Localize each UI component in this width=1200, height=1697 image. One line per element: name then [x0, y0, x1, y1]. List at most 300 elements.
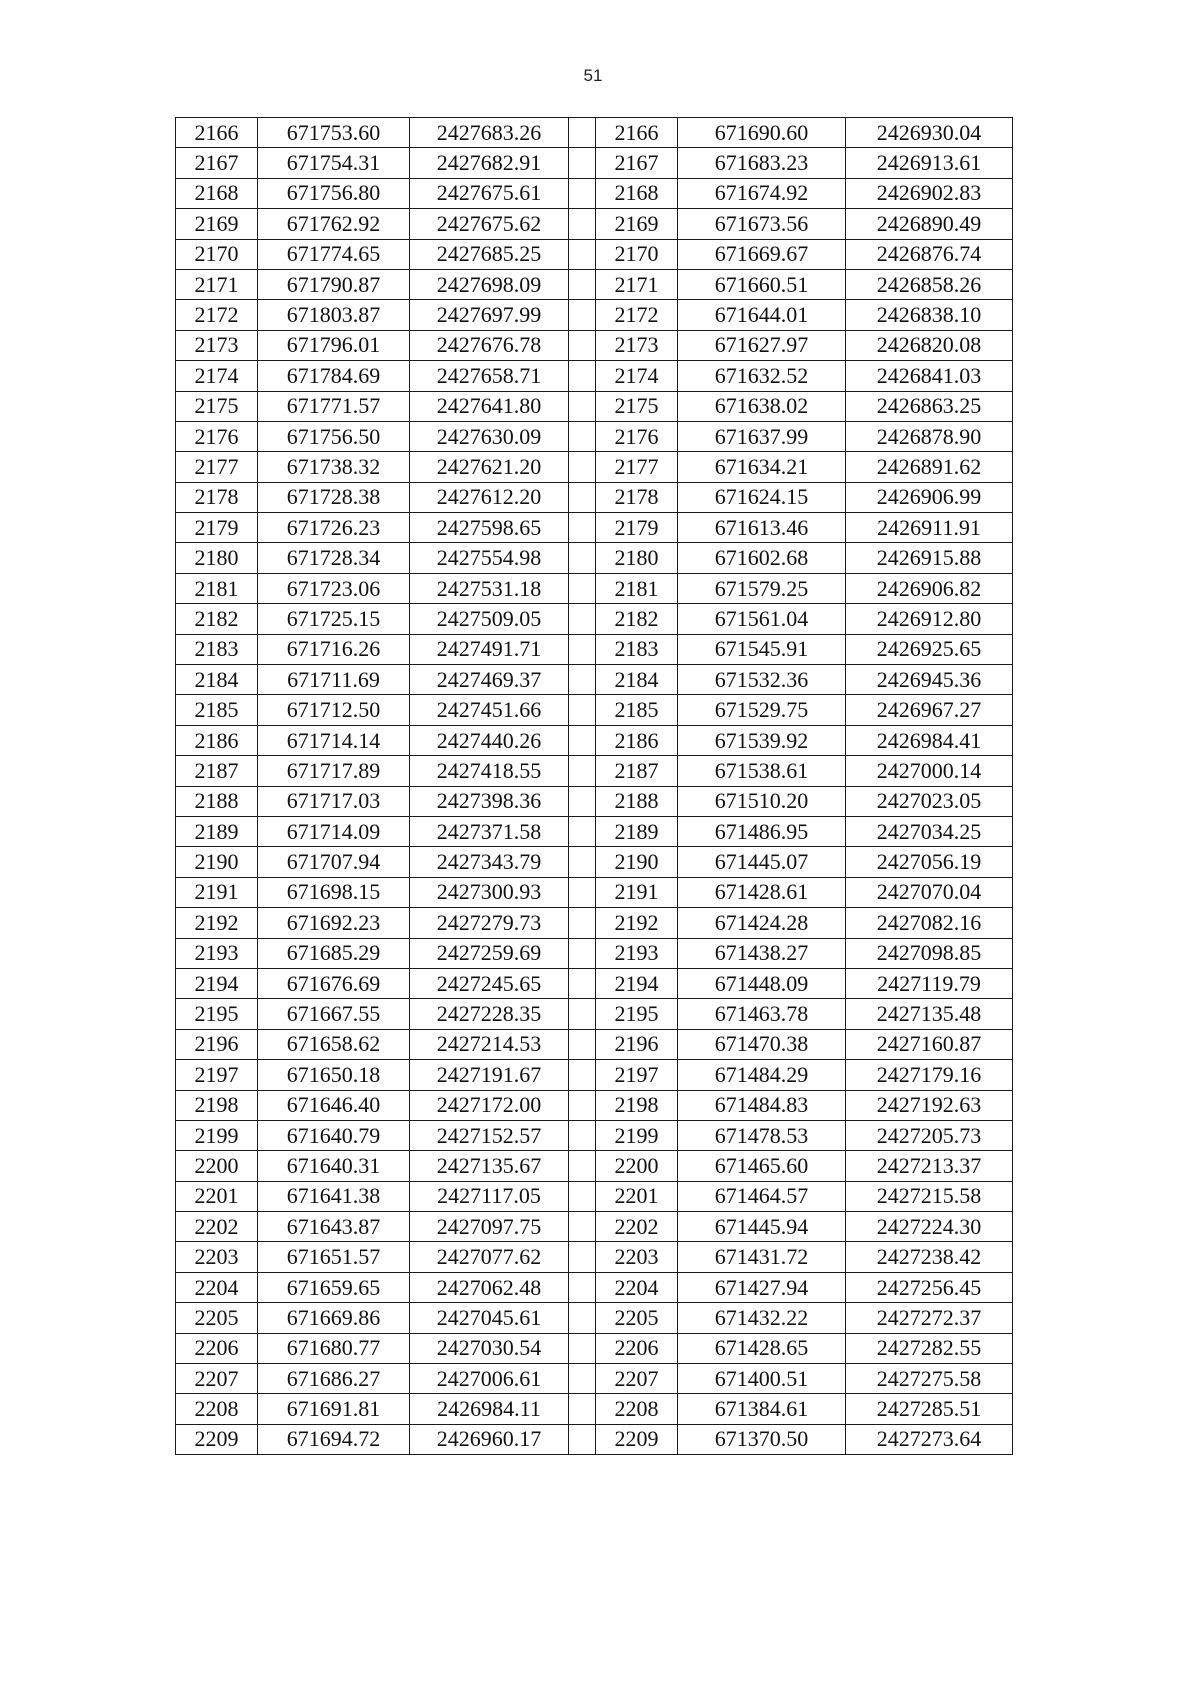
- table-row: [176, 361, 1013, 391]
- right-y-coordinate-cell: 2427098.85: [846, 938, 1013, 968]
- table-row: [176, 1212, 1013, 1242]
- right-x-coordinate-cell: 671428.65: [678, 1333, 846, 1363]
- right-x-coordinate-cell: 671632.52: [678, 361, 846, 391]
- left-x-coordinate-cell: 671692.23: [258, 908, 410, 938]
- table-row: [176, 938, 1013, 968]
- right-x-coordinate-cell: 671463.78: [678, 999, 846, 1029]
- left-y-coordinate-cell: 2427117.05: [410, 1181, 569, 1211]
- coordinate-table-body: [176, 118, 1013, 1455]
- spacer-cell: [569, 482, 596, 512]
- left-point-id-cell: 2201: [176, 1181, 258, 1211]
- right-y-coordinate-cell: 2426863.25: [846, 391, 1013, 421]
- right-y-coordinate-cell: 2426925.65: [846, 634, 1013, 664]
- left-point-id-cell: 2187: [176, 756, 258, 786]
- right-point-id-cell: 2166: [596, 118, 678, 148]
- table-row: [176, 1120, 1013, 1150]
- left-x-coordinate-cell: 671796.01: [258, 330, 410, 360]
- right-y-coordinate-cell: 2426912.80: [846, 604, 1013, 634]
- right-x-coordinate-cell: 671561.04: [678, 604, 846, 634]
- left-x-coordinate-cell: 671641.38: [258, 1181, 410, 1211]
- left-y-coordinate-cell: 2427371.58: [410, 816, 569, 846]
- right-point-id-cell: 2205: [596, 1303, 678, 1333]
- left-y-coordinate-cell: 2427228.35: [410, 999, 569, 1029]
- coordinate-table: [175, 117, 1013, 1455]
- table-row: [176, 756, 1013, 786]
- right-x-coordinate-cell: 671613.46: [678, 513, 846, 543]
- left-point-id-cell: 2208: [176, 1394, 258, 1424]
- left-point-id-cell: 2175: [176, 391, 258, 421]
- right-point-id-cell: 2174: [596, 361, 678, 391]
- left-x-coordinate-cell: 671707.94: [258, 847, 410, 877]
- spacer-cell: [569, 725, 596, 755]
- right-point-id-cell: 2190: [596, 847, 678, 877]
- left-x-coordinate-cell: 671790.87: [258, 269, 410, 299]
- left-y-coordinate-cell: 2427451.66: [410, 695, 569, 725]
- right-point-id-cell: 2179: [596, 513, 678, 543]
- right-x-coordinate-cell: 671529.75: [678, 695, 846, 725]
- spacer-cell: [569, 877, 596, 907]
- right-x-coordinate-cell: 671470.38: [678, 1029, 846, 1059]
- right-point-id-cell: 2188: [596, 786, 678, 816]
- left-point-id-cell: 2205: [176, 1303, 258, 1333]
- table-row: [176, 665, 1013, 695]
- table-row: [176, 604, 1013, 634]
- right-y-coordinate-cell: 2427285.51: [846, 1394, 1013, 1424]
- table-row: [176, 421, 1013, 451]
- spacer-cell: [569, 1212, 596, 1242]
- left-y-coordinate-cell: 2427172.00: [410, 1090, 569, 1120]
- left-point-id-cell: 2188: [176, 786, 258, 816]
- right-point-id-cell: 2171: [596, 269, 678, 299]
- left-y-coordinate-cell: 2427641.80: [410, 391, 569, 421]
- right-x-coordinate-cell: 671634.21: [678, 452, 846, 482]
- right-y-coordinate-cell: 2426906.82: [846, 573, 1013, 603]
- spacer-cell: [569, 786, 596, 816]
- table-row: [176, 1333, 1013, 1363]
- right-point-id-cell: 2175: [596, 391, 678, 421]
- right-y-coordinate-cell: 2426984.41: [846, 725, 1013, 755]
- left-x-coordinate-cell: 671803.87: [258, 300, 410, 330]
- table-row: [176, 1181, 1013, 1211]
- spacer-cell: [569, 300, 596, 330]
- left-x-coordinate-cell: 671723.06: [258, 573, 410, 603]
- right-y-coordinate-cell: 2427119.79: [846, 968, 1013, 998]
- spacer-cell: [569, 1394, 596, 1424]
- right-point-id-cell: 2191: [596, 877, 678, 907]
- right-y-coordinate-cell: 2427275.58: [846, 1364, 1013, 1394]
- left-x-coordinate-cell: 671728.38: [258, 482, 410, 512]
- right-y-coordinate-cell: 2427135.48: [846, 999, 1013, 1029]
- left-y-coordinate-cell: 2427097.75: [410, 1212, 569, 1242]
- right-point-id-cell: 2184: [596, 665, 678, 695]
- spacer-cell: [569, 209, 596, 239]
- left-y-coordinate-cell: 2427191.67: [410, 1060, 569, 1090]
- left-x-coordinate-cell: 671643.87: [258, 1212, 410, 1242]
- left-y-coordinate-cell: 2427398.36: [410, 786, 569, 816]
- spacer-cell: [569, 908, 596, 938]
- right-x-coordinate-cell: 671384.61: [678, 1394, 846, 1424]
- right-point-id-cell: 2189: [596, 816, 678, 846]
- left-y-coordinate-cell: 2427152.57: [410, 1120, 569, 1150]
- right-y-coordinate-cell: 2426878.90: [846, 421, 1013, 451]
- left-point-id-cell: 2184: [176, 665, 258, 695]
- spacer-cell: [569, 1424, 596, 1454]
- left-point-id-cell: 2193: [176, 938, 258, 968]
- left-point-id-cell: 2183: [176, 634, 258, 664]
- right-y-coordinate-cell: 2426838.10: [846, 300, 1013, 330]
- left-y-coordinate-cell: 2427135.67: [410, 1151, 569, 1181]
- left-y-coordinate-cell: 2427685.25: [410, 239, 569, 269]
- right-y-coordinate-cell: 2426911.91: [846, 513, 1013, 543]
- left-y-coordinate-cell: 2427630.09: [410, 421, 569, 451]
- left-x-coordinate-cell: 671728.34: [258, 543, 410, 573]
- right-point-id-cell: 2197: [596, 1060, 678, 1090]
- table-row: [176, 118, 1013, 148]
- table-row: [176, 482, 1013, 512]
- table-row: [176, 1303, 1013, 1333]
- spacer-cell: [569, 452, 596, 482]
- right-point-id-cell: 2186: [596, 725, 678, 755]
- right-point-id-cell: 2185: [596, 695, 678, 725]
- right-x-coordinate-cell: 671669.67: [678, 239, 846, 269]
- left-y-coordinate-cell: 2427030.54: [410, 1333, 569, 1363]
- left-x-coordinate-cell: 671676.69: [258, 968, 410, 998]
- right-y-coordinate-cell: 2427160.87: [846, 1029, 1013, 1059]
- left-point-id-cell: 2179: [176, 513, 258, 543]
- left-x-coordinate-cell: 671771.57: [258, 391, 410, 421]
- spacer-cell: [569, 1242, 596, 1272]
- left-y-coordinate-cell: 2427491.71: [410, 634, 569, 664]
- right-y-coordinate-cell: 2426967.27: [846, 695, 1013, 725]
- right-x-coordinate-cell: 671637.99: [678, 421, 846, 451]
- table-row: [176, 968, 1013, 998]
- spacer-cell: [569, 1181, 596, 1211]
- spacer-cell: [569, 756, 596, 786]
- right-x-coordinate-cell: 671370.50: [678, 1424, 846, 1454]
- left-x-coordinate-cell: 671756.50: [258, 421, 410, 451]
- right-point-id-cell: 2177: [596, 452, 678, 482]
- right-point-id-cell: 2195: [596, 999, 678, 1029]
- spacer-cell: [569, 513, 596, 543]
- right-y-coordinate-cell: 2427192.63: [846, 1090, 1013, 1120]
- left-y-coordinate-cell: 2427554.98: [410, 543, 569, 573]
- left-x-coordinate-cell: 671714.09: [258, 816, 410, 846]
- right-y-coordinate-cell: 2426913.61: [846, 148, 1013, 178]
- left-point-id-cell: 2180: [176, 543, 258, 573]
- table-row: [176, 330, 1013, 360]
- left-x-coordinate-cell: 671753.60: [258, 118, 410, 148]
- spacer-cell: [569, 118, 596, 148]
- right-point-id-cell: 2207: [596, 1364, 678, 1394]
- spacer-cell: [569, 1151, 596, 1181]
- right-x-coordinate-cell: 671638.02: [678, 391, 846, 421]
- table-row: [176, 1364, 1013, 1394]
- left-x-coordinate-cell: 671754.31: [258, 148, 410, 178]
- left-x-coordinate-cell: 671712.50: [258, 695, 410, 725]
- right-point-id-cell: 2200: [596, 1151, 678, 1181]
- spacer-cell: [569, 938, 596, 968]
- right-x-coordinate-cell: 671545.91: [678, 634, 846, 664]
- right-x-coordinate-cell: 671538.61: [678, 756, 846, 786]
- spacer-cell: [569, 1090, 596, 1120]
- right-x-coordinate-cell: 671660.51: [678, 269, 846, 299]
- right-x-coordinate-cell: 671683.23: [678, 148, 846, 178]
- left-y-coordinate-cell: 2427509.05: [410, 604, 569, 634]
- table-row: [176, 1394, 1013, 1424]
- table-row: [176, 725, 1013, 755]
- right-y-coordinate-cell: 2427238.42: [846, 1242, 1013, 1272]
- left-point-id-cell: 2185: [176, 695, 258, 725]
- right-y-coordinate-cell: 2426930.04: [846, 118, 1013, 148]
- right-x-coordinate-cell: 671510.20: [678, 786, 846, 816]
- left-x-coordinate-cell: 671658.62: [258, 1029, 410, 1059]
- left-point-id-cell: 2207: [176, 1364, 258, 1394]
- left-x-coordinate-cell: 671691.81: [258, 1394, 410, 1424]
- spacer-cell: [569, 239, 596, 269]
- left-point-id-cell: 2170: [176, 239, 258, 269]
- left-y-coordinate-cell: 2427279.73: [410, 908, 569, 938]
- left-point-id-cell: 2182: [176, 604, 258, 634]
- left-point-id-cell: 2174: [176, 361, 258, 391]
- left-point-id-cell: 2204: [176, 1272, 258, 1302]
- right-x-coordinate-cell: 671624.15: [678, 482, 846, 512]
- right-y-coordinate-cell: 2427070.04: [846, 877, 1013, 907]
- left-x-coordinate-cell: 671659.65: [258, 1272, 410, 1302]
- right-y-coordinate-cell: 2426858.26: [846, 269, 1013, 299]
- table-row: [176, 1424, 1013, 1454]
- right-y-coordinate-cell: 2427034.25: [846, 816, 1013, 846]
- table-row: [176, 786, 1013, 816]
- spacer-cell: [569, 695, 596, 725]
- left-point-id-cell: 2189: [176, 816, 258, 846]
- right-y-coordinate-cell: 2427205.73: [846, 1120, 1013, 1150]
- left-x-coordinate-cell: 671640.31: [258, 1151, 410, 1181]
- right-x-coordinate-cell: 671690.60: [678, 118, 846, 148]
- right-x-coordinate-cell: 671539.92: [678, 725, 846, 755]
- left-y-coordinate-cell: 2426984.11: [410, 1394, 569, 1424]
- right-y-coordinate-cell: 2427273.64: [846, 1424, 1013, 1454]
- left-x-coordinate-cell: 671774.65: [258, 239, 410, 269]
- left-y-coordinate-cell: 2427300.93: [410, 877, 569, 907]
- spacer-cell: [569, 1364, 596, 1394]
- right-y-coordinate-cell: 2426945.36: [846, 665, 1013, 695]
- right-y-coordinate-cell: 2427082.16: [846, 908, 1013, 938]
- right-x-coordinate-cell: 671478.53: [678, 1120, 846, 1150]
- spacer-cell: [569, 847, 596, 877]
- right-point-id-cell: 2199: [596, 1120, 678, 1150]
- left-y-coordinate-cell: 2427612.20: [410, 482, 569, 512]
- left-point-id-cell: 2191: [176, 877, 258, 907]
- right-x-coordinate-cell: 671484.83: [678, 1090, 846, 1120]
- right-y-coordinate-cell: 2426820.08: [846, 330, 1013, 360]
- right-x-coordinate-cell: 671627.97: [678, 330, 846, 360]
- right-y-coordinate-cell: 2426906.99: [846, 482, 1013, 512]
- right-x-coordinate-cell: 671432.22: [678, 1303, 846, 1333]
- spacer-cell: [569, 1272, 596, 1302]
- left-y-coordinate-cell: 2427006.61: [410, 1364, 569, 1394]
- left-point-id-cell: 2195: [176, 999, 258, 1029]
- right-y-coordinate-cell: 2427213.37: [846, 1151, 1013, 1181]
- right-point-id-cell: 2194: [596, 968, 678, 998]
- right-x-coordinate-cell: 671532.36: [678, 665, 846, 695]
- left-y-coordinate-cell: 2427531.18: [410, 573, 569, 603]
- right-y-coordinate-cell: 2427179.16: [846, 1060, 1013, 1090]
- table-row: [176, 999, 1013, 1029]
- right-point-id-cell: 2176: [596, 421, 678, 451]
- table-row: [176, 269, 1013, 299]
- table-row: [176, 816, 1013, 846]
- spacer-cell: [569, 999, 596, 1029]
- table-row: [176, 908, 1013, 938]
- spacer-cell: [569, 330, 596, 360]
- left-point-id-cell: 2203: [176, 1242, 258, 1272]
- left-x-coordinate-cell: 671651.57: [258, 1242, 410, 1272]
- left-y-coordinate-cell: 2427675.61: [410, 178, 569, 208]
- right-x-coordinate-cell: 671431.72: [678, 1242, 846, 1272]
- right-x-coordinate-cell: 671400.51: [678, 1364, 846, 1394]
- right-point-id-cell: 2206: [596, 1333, 678, 1363]
- spacer-cell: [569, 665, 596, 695]
- left-x-coordinate-cell: 671726.23: [258, 513, 410, 543]
- right-y-coordinate-cell: 2427023.05: [846, 786, 1013, 816]
- left-point-id-cell: 2200: [176, 1151, 258, 1181]
- right-point-id-cell: 2192: [596, 908, 678, 938]
- left-point-id-cell: 2169: [176, 209, 258, 239]
- spacer-cell: [569, 148, 596, 178]
- right-point-id-cell: 2168: [596, 178, 678, 208]
- spacer-cell: [569, 816, 596, 846]
- left-point-id-cell: 2199: [176, 1120, 258, 1150]
- table-row: [176, 877, 1013, 907]
- spacer-cell: [569, 968, 596, 998]
- right-point-id-cell: 2208: [596, 1394, 678, 1424]
- spacer-cell: [569, 1333, 596, 1363]
- right-x-coordinate-cell: 671602.68: [678, 543, 846, 573]
- right-point-id-cell: 2193: [596, 938, 678, 968]
- table-row: [176, 1272, 1013, 1302]
- left-point-id-cell: 2168: [176, 178, 258, 208]
- left-y-coordinate-cell: 2427698.09: [410, 269, 569, 299]
- right-point-id-cell: 2172: [596, 300, 678, 330]
- right-x-coordinate-cell: 671445.07: [678, 847, 846, 877]
- right-y-coordinate-cell: 2427215.58: [846, 1181, 1013, 1211]
- spacer-cell: [569, 269, 596, 299]
- table-row: [176, 148, 1013, 178]
- left-x-coordinate-cell: 671686.27: [258, 1364, 410, 1394]
- right-x-coordinate-cell: 671427.94: [678, 1272, 846, 1302]
- right-point-id-cell: 2180: [596, 543, 678, 573]
- left-x-coordinate-cell: 671762.92: [258, 209, 410, 239]
- right-point-id-cell: 2201: [596, 1181, 678, 1211]
- right-point-id-cell: 2167: [596, 148, 678, 178]
- left-x-coordinate-cell: 671646.40: [258, 1090, 410, 1120]
- table-row: [176, 1029, 1013, 1059]
- right-x-coordinate-cell: 671486.95: [678, 816, 846, 846]
- left-point-id-cell: 2172: [176, 300, 258, 330]
- table-row: [176, 847, 1013, 877]
- left-y-coordinate-cell: 2427062.48: [410, 1272, 569, 1302]
- table-row: [176, 391, 1013, 421]
- left-x-coordinate-cell: 671756.80: [258, 178, 410, 208]
- left-point-id-cell: 2192: [176, 908, 258, 938]
- right-x-coordinate-cell: 671484.29: [678, 1060, 846, 1090]
- right-y-coordinate-cell: 2427056.19: [846, 847, 1013, 877]
- right-x-coordinate-cell: 671445.94: [678, 1212, 846, 1242]
- spacer-cell: [569, 361, 596, 391]
- table-row: [176, 178, 1013, 208]
- left-x-coordinate-cell: 671716.26: [258, 634, 410, 664]
- spacer-cell: [569, 604, 596, 634]
- table-row: [176, 209, 1013, 239]
- left-point-id-cell: 2177: [176, 452, 258, 482]
- left-x-coordinate-cell: 671669.86: [258, 1303, 410, 1333]
- left-y-coordinate-cell: 2427245.65: [410, 968, 569, 998]
- table-row: [176, 1151, 1013, 1181]
- right-point-id-cell: 2181: [596, 573, 678, 603]
- right-x-coordinate-cell: 671448.09: [678, 968, 846, 998]
- right-point-id-cell: 2173: [596, 330, 678, 360]
- left-x-coordinate-cell: 671711.69: [258, 665, 410, 695]
- left-point-id-cell: 2194: [176, 968, 258, 998]
- right-point-id-cell: 2178: [596, 482, 678, 512]
- right-y-coordinate-cell: 2427256.45: [846, 1272, 1013, 1302]
- page-number: 51: [583, 66, 603, 85]
- right-point-id-cell: 2196: [596, 1029, 678, 1059]
- left-y-coordinate-cell: 2427440.26: [410, 725, 569, 755]
- left-y-coordinate-cell: 2427045.61: [410, 1303, 569, 1333]
- right-x-coordinate-cell: 671428.61: [678, 877, 846, 907]
- table-row: [176, 634, 1013, 664]
- right-y-coordinate-cell: 2427000.14: [846, 756, 1013, 786]
- left-y-coordinate-cell: 2427259.69: [410, 938, 569, 968]
- spacer-cell: [569, 1060, 596, 1090]
- right-point-id-cell: 2209: [596, 1424, 678, 1454]
- right-x-coordinate-cell: 671424.28: [678, 908, 846, 938]
- left-y-coordinate-cell: 2427418.55: [410, 756, 569, 786]
- right-point-id-cell: 2183: [596, 634, 678, 664]
- left-point-id-cell: 2198: [176, 1090, 258, 1120]
- left-x-coordinate-cell: 671680.77: [258, 1333, 410, 1363]
- right-point-id-cell: 2204: [596, 1272, 678, 1302]
- spacer-cell: [569, 634, 596, 664]
- right-y-coordinate-cell: 2426841.03: [846, 361, 1013, 391]
- left-x-coordinate-cell: 671717.89: [258, 756, 410, 786]
- left-point-id-cell: 2166: [176, 118, 258, 148]
- spacer-cell: [569, 1029, 596, 1059]
- left-x-coordinate-cell: 671667.55: [258, 999, 410, 1029]
- left-y-coordinate-cell: 2427682.91: [410, 148, 569, 178]
- table-row: [176, 543, 1013, 573]
- left-point-id-cell: 2209: [176, 1424, 258, 1454]
- left-x-coordinate-cell: 671714.14: [258, 725, 410, 755]
- right-y-coordinate-cell: 2426876.74: [846, 239, 1013, 269]
- table-row: [176, 300, 1013, 330]
- table-row: [176, 452, 1013, 482]
- table-row: [176, 239, 1013, 269]
- spacer-cell: [569, 178, 596, 208]
- table-row: [176, 695, 1013, 725]
- right-y-coordinate-cell: 2426902.83: [846, 178, 1013, 208]
- left-x-coordinate-cell: 671685.29: [258, 938, 410, 968]
- left-x-coordinate-cell: 671784.69: [258, 361, 410, 391]
- left-y-coordinate-cell: 2427343.79: [410, 847, 569, 877]
- right-y-coordinate-cell: 2426915.88: [846, 543, 1013, 573]
- table-row: [176, 513, 1013, 543]
- left-point-id-cell: 2176: [176, 421, 258, 451]
- right-point-id-cell: 2203: [596, 1242, 678, 1272]
- table-row: [176, 573, 1013, 603]
- left-x-coordinate-cell: 671738.32: [258, 452, 410, 482]
